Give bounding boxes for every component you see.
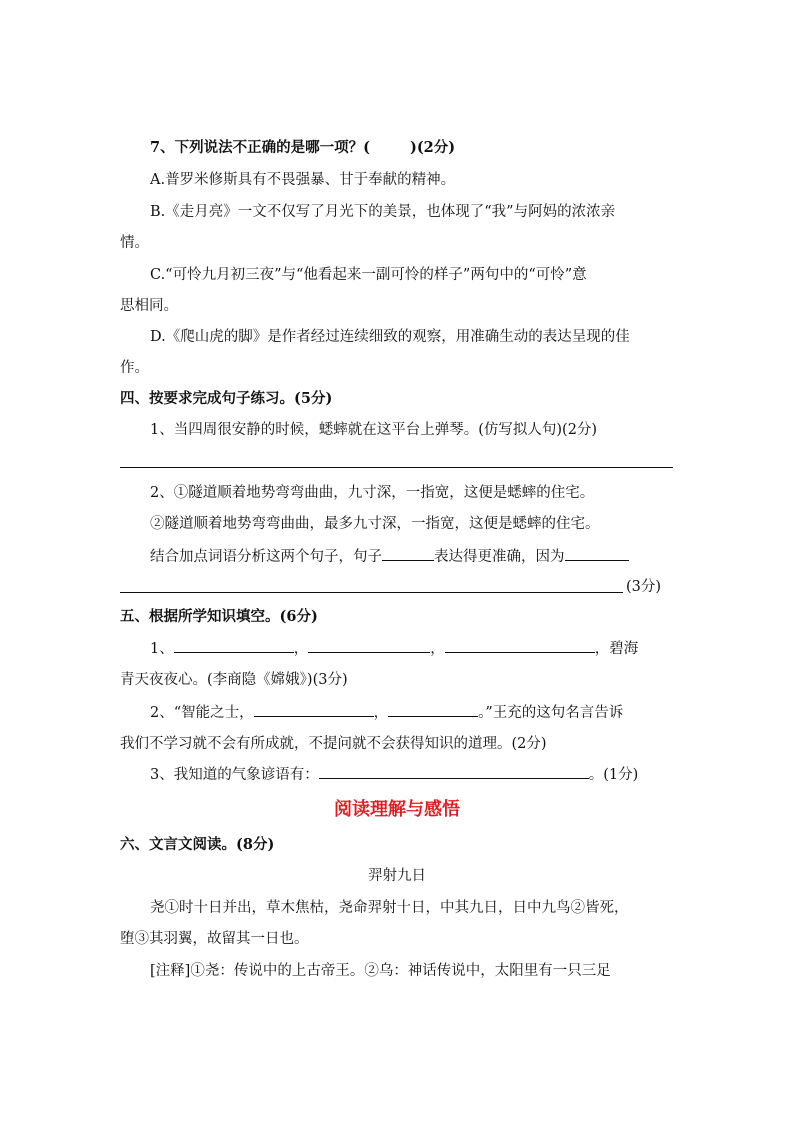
sec5-item-2-text: 2、“智能之士， bbox=[150, 705, 254, 721]
passage-line-1: 尧①时十日并出，草木焦枯，尧命羿射十日，中其九日，日中九鸟②皆死， bbox=[150, 900, 629, 916]
sec5-item-2-end: 。”王充的这句名言告诉 bbox=[478, 705, 624, 721]
q7-stem-text: 7、下列说法不正确的是哪一项？( bbox=[150, 139, 370, 156]
sec4-item-1-answer-line[interactable] bbox=[120, 467, 673, 468]
sec4-reason-answer-line[interactable] bbox=[120, 592, 623, 593]
sec5-item-1-cont: 青天夜夜心。(李商隐《嫦娥》)(3分) bbox=[120, 672, 348, 688]
sec4-item-2-sentence-1: 2、①隧道顺着地势弯弯曲曲，九寸深，一指宽，这便是蟋蟀的住宅。 bbox=[150, 485, 595, 501]
sec5-item-3 bbox=[150, 764, 638, 785]
section-6-title: 六、文言文阅读。(8分) bbox=[120, 836, 275, 853]
sec4-reason-blank[interactable] bbox=[565, 546, 629, 561]
sec4-sentence-choice-blank[interactable] bbox=[382, 546, 434, 561]
reading-section-banner: 阅读理解与感悟 bbox=[334, 799, 460, 820]
sec5-item-1-end: ，碧海 bbox=[594, 641, 639, 657]
sec4-prompt-text: 结合加点词语分析这两个句子，句子 bbox=[150, 549, 382, 565]
passage-notes: [注释]①尧：传说中的上古帝王。②乌：神话传说中，太阳里有一只三足 bbox=[150, 963, 611, 979]
q7-option-c-cont: 思相同。 bbox=[120, 298, 178, 314]
sec5-item-1-number: 1、 bbox=[150, 641, 174, 657]
quote-blank-2[interactable] bbox=[388, 702, 478, 717]
q7-option-c: C.“可怜九月初三夜”与“他看起来一副可怜的样子”两句中的“可怜”意 bbox=[150, 267, 587, 283]
sec4-prompt-text-2: 表达得更准确，因为 bbox=[434, 549, 565, 565]
poem-blank-3[interactable] bbox=[445, 638, 595, 653]
q7-score: )(2分) bbox=[409, 139, 456, 156]
section-4-title: 四、按要求完成句子练习。(5分) bbox=[120, 390, 333, 407]
q7-stem bbox=[150, 138, 455, 158]
proverb-blank[interactable] bbox=[319, 764, 589, 779]
sec5-item-2-cont: 我们不学习就不会有所成就，不提问就不会获得知识的道理。(2分) bbox=[120, 736, 547, 752]
q7-option-d-cont: 作。 bbox=[120, 360, 149, 376]
sec5-comma-2: ， bbox=[430, 641, 445, 657]
poem-blank-1[interactable] bbox=[174, 638, 294, 653]
q7-option-d: D.《爬山虎的脚》是作者经过连续细致的观察，用准确生动的表达呈现的佳 bbox=[150, 329, 630, 345]
sec5-comma-3: ， bbox=[373, 705, 389, 721]
q7-option-a: A.普罗米修斯具有不畏强暴、甘于奉献的精神。 bbox=[150, 172, 456, 188]
sec4-item-2-prompt bbox=[150, 546, 629, 567]
passage-title: 羿射九日 bbox=[368, 868, 426, 884]
sec5-item-3-text: 3、我知道的气象谚语有： bbox=[150, 767, 319, 783]
sec5-item-2 bbox=[150, 702, 623, 723]
quote-blank-1[interactable] bbox=[254, 702, 374, 717]
sec4-item-2-sentence-2: ②隧道顺着地势弯弯曲曲，最多九寸深，一指宽，这便是蟋蟀的住宅。 bbox=[150, 516, 600, 532]
poem-blank-2[interactable] bbox=[308, 638, 430, 653]
passage-line-2: 堕③其羽翼，故留其一日也。 bbox=[120, 931, 309, 947]
sec4-item-1: 1、当四周很安静的时候，蟋蟀就在这平台上弹琴。(仿写拟人句)(2分) bbox=[150, 422, 598, 438]
sec4-item-2-score: (3分) bbox=[626, 579, 662, 595]
q7-option-b-cont: 情。 bbox=[120, 235, 149, 251]
q7-option-b: B.《走月亮》一文不仅写了月光下的美景，也体现了“我”与阿妈的浓浓亲 bbox=[150, 204, 616, 220]
section-5-title: 五、根据所学知识填空。(6分) bbox=[120, 608, 318, 625]
sec5-comma-1: ， bbox=[293, 641, 309, 657]
sec5-item-1 bbox=[150, 638, 638, 659]
sec5-item-3-end: 。(1分) bbox=[588, 767, 639, 783]
